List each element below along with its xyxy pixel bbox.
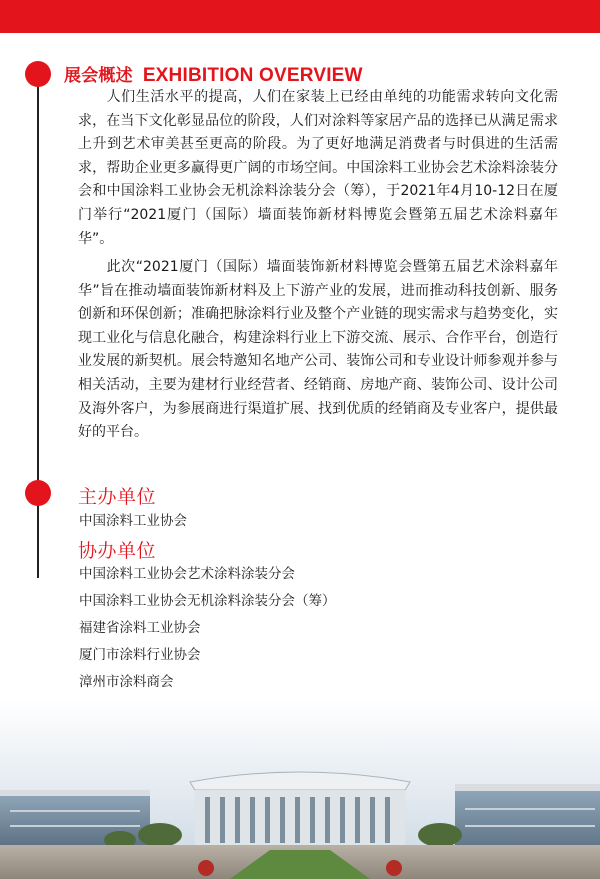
- host-heading: 主办单位: [78, 486, 157, 508]
- co-organizer-heading: 协办单位: [78, 540, 157, 562]
- overview-paragraph-2-text: 此次“2021厦门（国际）墙面装饰新材料博览会暨第五届艺术涂料嘉年华”旨在推动墙面装饰新材料及上下游产业的发展，进而推动科技创新、服务创新和环保创新；准确把脉涂料行业及整个产业链的现实需求与趋势变化，实现工业化与信息化融合，构建涂料行业上下游交流、展示、合作平台，创造行业发展的新契机。展会特邀知名地产公司、装饰公司和专业设计师参观并参与相关活动，主要为建材行业经营者、经销商、房地产商、装饰公司、设计公司及海外客户，为参展商进行渠道扩展、找到优质的经销商及专业客户，提供最好的平台。: [78, 259, 558, 441]
- co-organizer-item: 福建省涂料工业协会: [79, 620, 201, 636]
- overview-title-cn: 展会概述: [64, 66, 133, 86]
- exhibition-center-illustration: [0, 700, 600, 879]
- top-banner-bar: [0, 0, 600, 33]
- timeline-dot-organizers: [25, 480, 51, 506]
- overview-title: [64, 61, 363, 87]
- timeline-dot-overview: [25, 61, 51, 87]
- co-organizer-item: 厦门市涂料行业协会: [79, 647, 201, 663]
- overview-paragraph-1: [78, 86, 558, 251]
- co-organizer-item: 中国涂料工业协会艺术涂料涂装分会: [79, 566, 295, 582]
- host-item: 中国涂料工业协会: [79, 513, 187, 529]
- overview-title-en: EXHIBITION OVERVIEW: [142, 65, 363, 86]
- co-organizer-item: 中国涂料工业协会无机涂料涂装分会（筹）: [79, 593, 336, 609]
- overview-paragraph-2: [78, 256, 558, 445]
- overview-paragraph-1-text: 人们生活水平的提高，人们在家装上已经由单纯的功能需求转向文化需求，在当下文化彰显品位的阶段，人们对涂料等家居产品的选择已从满足需求上升到艺术审美甚至更高的阶段。为了更好地满足消费者与时俱进的生活需求，帮助企业更多赢得更广阔的市场空间。中国涂料工业协会艺术涂料涂装分会和中国涂料工业协会无机涂料涂装分会（筹），于2021年4月10-12日在厦门举行“2021厦门（国际）墙面装饰新材料博览会暨第五届艺术涂料嘉年华”。: [78, 89, 558, 247]
- right-wing-building: [455, 784, 600, 850]
- central-hall: [190, 772, 410, 845]
- co-organizer-item: 漳州市涂料商会: [79, 674, 174, 690]
